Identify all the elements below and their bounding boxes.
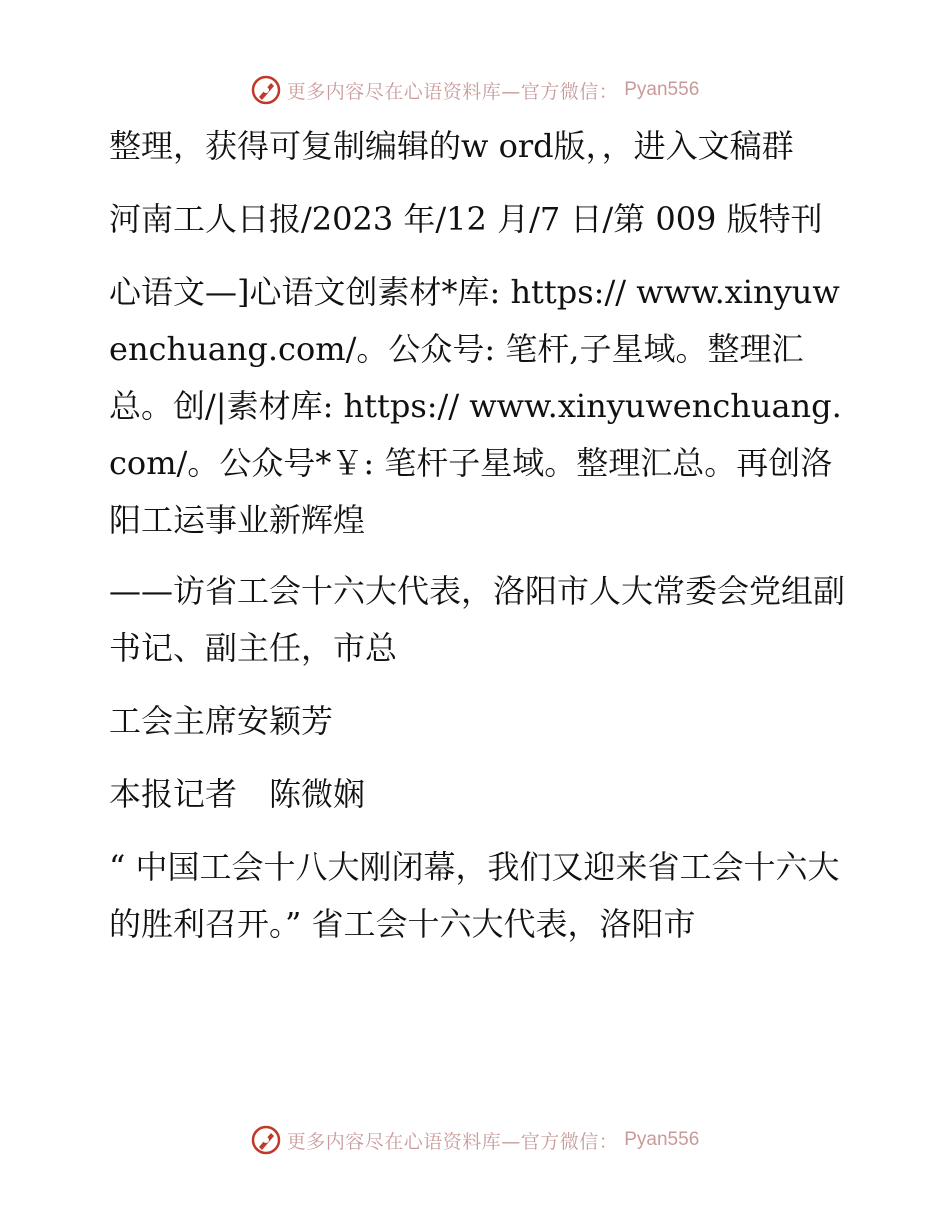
pen-logo-icon xyxy=(251,1125,281,1155)
pen-logo-icon xyxy=(251,75,281,105)
watermark-contact: Pyan556 xyxy=(624,1129,700,1150)
watermark-text: 更多内容尽在心语资料库—官方微信： xyxy=(286,80,619,103)
header-watermark xyxy=(0,70,950,110)
paragraph-subtitle: ——访省工会十六大代表，洛阳市人大常委会党组副书记、副主任，市总 xyxy=(109,572,846,667)
paragraph-promo-title: 心语文—]心语文创素材*库: https:// www.xinyuwenchuang.com/。公众号: 笔杆,子星域。整理汇总。创/|素材库: https:// www.xinyuwenchuang.com/。公众号*￥: 笔杆子星域。整理汇总。再创洛阳工运事业新辉煌 xyxy=(109,273,842,539)
watermark-contact: Pyan556 xyxy=(624,79,700,100)
paragraph-intro: 整理，获得可复制编辑的w ord版，，进入文稿群 xyxy=(109,127,794,165)
document-body xyxy=(97,118,857,969)
footer-watermark xyxy=(0,1120,950,1160)
paragraph-body: “ 中国工会十八大刚闭幕，我们又迎来省工会十六大的胜利召开。” 省工会十六大代表，洛阳市 xyxy=(109,848,840,943)
paragraph-source: 河南工人日报/2023 年/12 月/7 日/第 009 版特刊 xyxy=(109,200,823,238)
paragraph-subtitle-cont: 工会主席安颖芳 xyxy=(109,702,334,740)
watermark-text: 更多内容尽在心语资料库—官方微信： xyxy=(286,1130,619,1153)
paragraph-byline: 本报记者 陈微娴 xyxy=(109,775,366,813)
